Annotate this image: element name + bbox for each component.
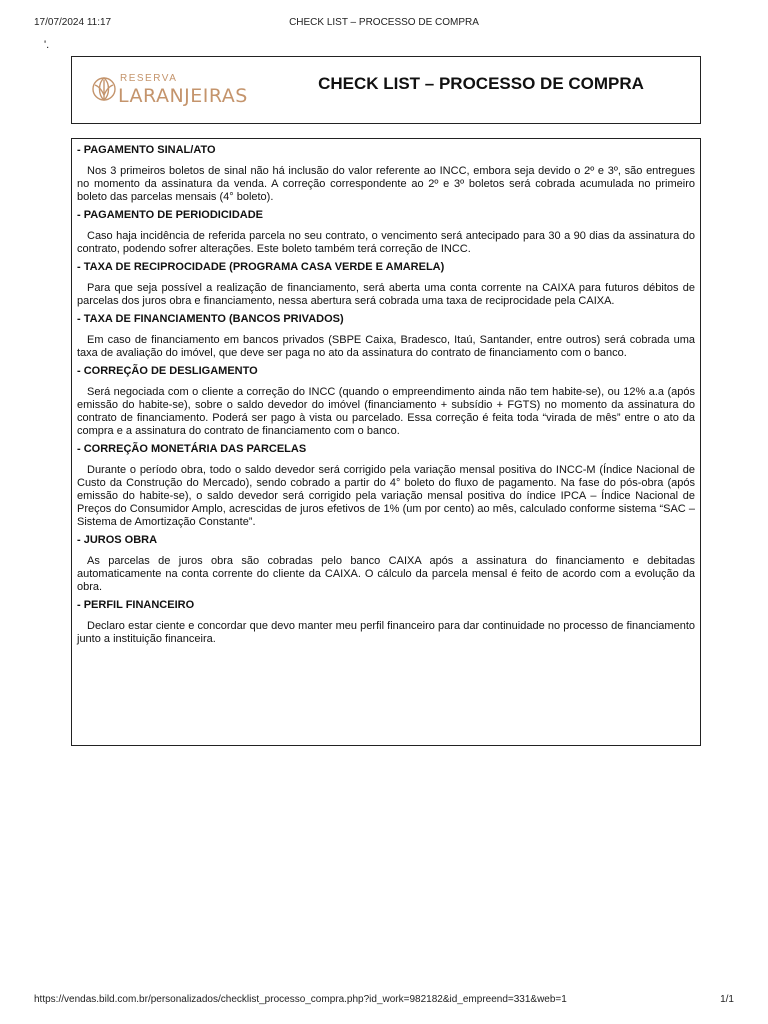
section-perfil-financeiro <box>77 599 695 646</box>
document-title: CHECK LIST – PROCESSO DE COMPRA <box>318 74 644 93</box>
section-title: - CORREÇÃO MONETÁRIA DAS PARCELAS <box>77 443 307 455</box>
section-pagamento-periodicidade <box>77 209 695 256</box>
leaf-emblem-icon <box>90 71 118 107</box>
section-body: Durante o período obra, todo o saldo devedor será corrigido pela variação mensal positiva do INCC-M (Índice Nacional de Custo da Construção do Mercado), sendo cobrado a partir do 4° boleto do fluxo de pagamento. Na fase do pós-obra (após emissão do habite-se), o saldo devedor será corrigido pela variação mensal positiva do índice IPCA – Índice Nacional de Preços do Consumidor Amplo, acrescidas de juros efetivos de 1% (um por cento) ao mês, calculado conforme sistema “SAC – Sistema de Amortização Constante”. <box>77 464 695 528</box>
print-header <box>34 17 734 31</box>
print-header-title: CHECK LIST – PROCESSO DE COMPRA <box>289 17 479 28</box>
section-pagamento-sinal <box>77 144 695 204</box>
section-title: - JUROS OBRA <box>77 534 158 546</box>
page-url: https://vendas.bild.com.br/personalizados/checklist_processo_compra.php?id_work=982182&id_empreend=331&web=1 <box>34 994 567 1005</box>
section-title: - PAGAMENTO SINAL/ATO <box>77 144 216 156</box>
section-title: - TAXA DE RECIPROCIDADE (PROGRAMA CASA VERDE E AMARELA) <box>77 261 445 273</box>
logo-line2: LARANJEIRAS <box>118 85 248 107</box>
section-body: Caso haja incidência de referida parcela no seu contrato, o vencimento será antecipado para 30 a 90 dias da assinatura do contrato, podendo sofrer alterações. Este boleto também terá correção de INCC. <box>77 230 695 255</box>
section-taxa-financiamento <box>77 313 695 360</box>
section-body: Para que seja possível a realização de financiamento, será aberta uma conta corrente na CAIXA para futuros débitos de parcelas dos juros obra e financiamento, nessa abertura será cobrada uma taxa de reciprocidade pela CAIXA. <box>77 282 695 307</box>
document-header <box>71 56 701 124</box>
section-body: Declaro estar ciente e concordar que devo manter meu perfil financeiro para dar continuidade no processo de financiamento junto a instituição financeira. <box>77 620 695 645</box>
section-body: As parcelas de juros obra são cobradas pelo banco CAIXA após a assinatura do financiamento e debitadas automaticamente na conta corrente do cliente da CAIXA. O cálculo da parcela mensal é feito de acordo com a evolução da obra. <box>77 555 695 593</box>
section-body: Será negociada com o cliente a correção do INCC (quando o empreendimento ainda não tem habite-se), ou 12% a.a (após emissão do habite-se), sobre o saldo devedor do imóvel (financiamento + subsídio + FGTS) no momento da assinatura do contrato de financiamento. Poderá ser pago à vista ou parcelado. Essa correção é feita toda “virada de mês” entre o ato da compra e a assinatura do contrato de financiamento com o banco. <box>77 386 695 437</box>
checklist-content <box>71 138 701 746</box>
print-datetime: 17/07/2024 11:17 <box>34 17 112 28</box>
section-juros-obra <box>77 534 695 594</box>
section-title: - PERFIL FINANCEIRO <box>77 599 195 611</box>
page-number: 1/1 <box>720 994 734 1005</box>
section-body: Em caso de financiamento em bancos privados (SBPE Caixa, Bradesco, Itaú, Santander, entre outros) será cobrada uma taxa de avaliação do imóvel, que deve ser paga no ato da assinatura do contrato de financiamento com o banco. <box>77 334 695 359</box>
print-footer <box>34 994 734 1008</box>
section-title: - PAGAMENTO DE PERIODICIDADE <box>77 209 263 221</box>
section-correcao-desligamento <box>77 365 695 438</box>
stray-mark: '. <box>44 39 50 51</box>
section-body: Nos 3 primeiros boletos de sinal não há inclusão do valor referente ao INCC, embora seja devido o 2º e 3º, são entregues no momento da assinatura da venda. A correção correspondente ao 2º e 3º boletos será cobrada acumulada no primeiro boleto das parcelas mensais (4° boleto). <box>77 165 695 203</box>
logo-line1: RESERVA <box>120 73 178 84</box>
section-correcao-monetaria <box>77 443 695 529</box>
section-taxa-reciprocidade <box>77 261 695 308</box>
section-title: - TAXA DE FINANCIAMENTO (BANCOS PRIVADOS) <box>77 313 344 325</box>
reserva-laranjeiras-logo <box>90 69 248 113</box>
section-title: - CORREÇÃO DE DESLIGAMENTO <box>77 365 258 377</box>
